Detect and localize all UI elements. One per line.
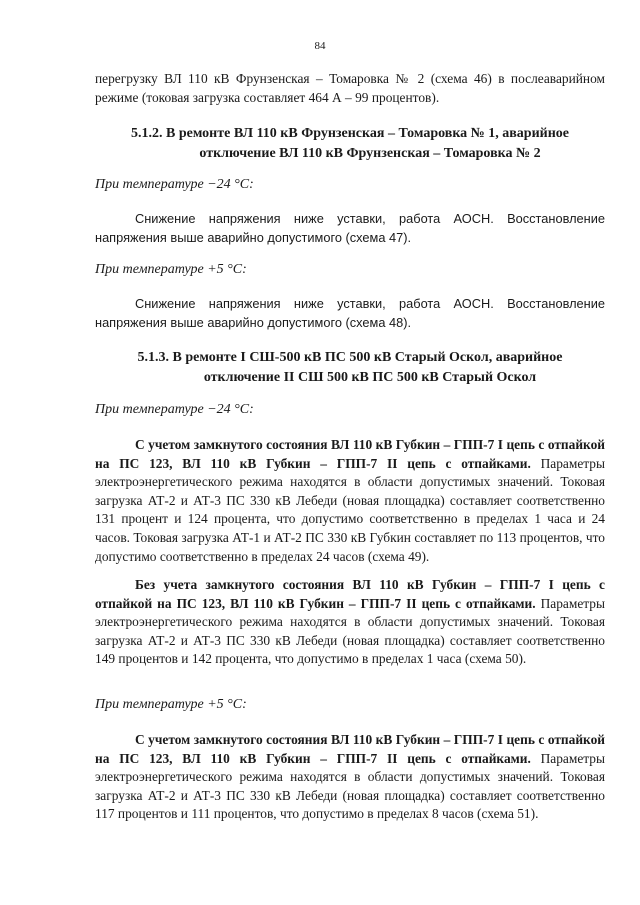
paragraph-bold-lead: С учетом замкнутого состояния ВЛ 110 кВ Губкин – ГПП-7 I цепь с отпайкой на ПС 123, ВЛ 110 кВ Губкин – ГПП-7 II цепь с отпайками. <box>95 437 605 471</box>
paragraph: Снижение напряжения ниже уставки, работа АОСН. Восстановление напряжения выше аварийно допустимого (схема 48). <box>95 296 605 330</box>
temperature-label: При температуре −24 °С: <box>95 402 254 417</box>
paragraph-bold-lead: С учетом замкнутого состояния ВЛ 110 кВ Губкин – ГПП-7 I цепь с отпайкой на ПС 123, ВЛ 110 кВ Губкин – ГПП-7 II цепь с отпайками. <box>95 732 605 766</box>
paragraph-bold-lead: Без учета замкнутого состояния ВЛ 110 кВ Губкин – ГПП-7 I цепь с отпайкой на ПС 123, ВЛ 110 кВ Губкин – ГПП-7 II цепь с отпайками. <box>95 577 605 611</box>
page-number: 84 <box>314 40 326 52</box>
paragraph-text: Параметры электроэнергетического режима находятся в области допустимых значений. Токовая загрузка АТ-2 и АТ-3 ПС 330 кВ Лебеди (новая площадка) составляет соответственно 149 процентов и 142 процента, что допустимо в пределах 1 часа (схема 50). <box>95 595 605 667</box>
temperature-label: При температуре +5 °С: <box>95 697 247 712</box>
temperature-label: При температуре +5 °С: <box>95 262 247 277</box>
continuation-paragraph: перегрузку ВЛ 110 кВ Фрунзенская – Томаровка № 2 (схема 46) в послеаварийном режиме (токовая загрузка составляет 464 А – 99 процентов). <box>95 71 605 105</box>
section-heading-line: отключение ВЛ 110 кВ Фрунзенская – Томаровка № 2 <box>199 146 541 161</box>
paragraph-text: Параметры электроэнергетического режима находятся в области допустимых значений. Токовая загрузка АТ-2 и АТ-3 ПС 330 кВ Лебеди (новая площадка) составляет соответственно 131 процент и 124 процента, что допустимо соответственно в пределах 1 часа и 24 часов. Токовая загрузка АТ-1 и АТ-2 ПС 330 кВ Губкин составляет по 113 процентов, что допустимо соответственно в пределах 24 часов (схема 49). <box>95 455 605 564</box>
paragraph: Снижение напряжения ниже уставки, работа АОСН. Восстановление напряжения выше аварийно допустимого (схема 47). <box>95 211 605 245</box>
section-heading-5-1-2 <box>95 124 605 164</box>
section-heading-line: 5.1.3. В ремонте I СШ-500 кВ ПС 500 кВ Старый Оскол, аварийное <box>137 350 563 365</box>
paragraph-text: Параметры электроэнергетического режима находятся в области допустимых значений. Токовая загрузка АТ-2 и АТ-3 ПС 330 кВ Лебеди (новая площадка) составляет соответственно 117 процентов и 111 процентов, что допустимо в пределах 8 часов (схема 51). <box>95 750 605 822</box>
section-heading-line: 5.1.2. В ремонте ВЛ 110 кВ Фрунзенская – Томаровка № 1, аварийное <box>130 126 570 141</box>
paragraph <box>95 576 605 669</box>
section-heading-line: отключение II СШ 500 кВ ПС 500 кВ Старый Оскол <box>203 370 537 385</box>
paragraph <box>95 731 605 824</box>
paragraph <box>95 436 605 566</box>
temperature-label: При температуре −24 °С: <box>95 177 254 192</box>
section-heading-5-1-3 <box>95 348 605 388</box>
